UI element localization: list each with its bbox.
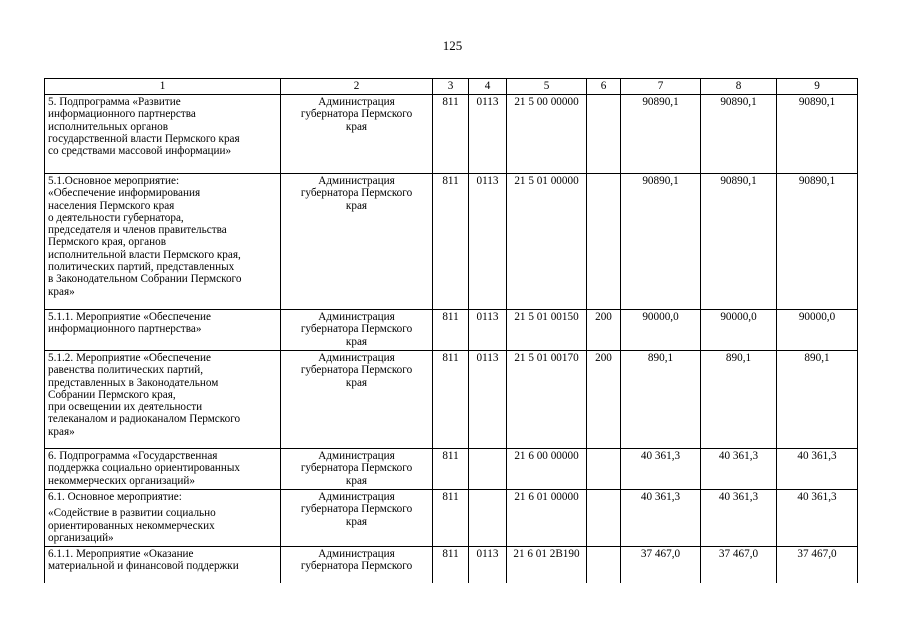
target-article-cell: 21 5 01 00000 <box>507 174 587 310</box>
amount-year2-cell: 90890,1 <box>701 174 777 310</box>
amount-year1-cell: 37 467,0 <box>621 547 701 583</box>
column-header: 2 <box>281 79 433 95</box>
executor-line: губернатора Пермского <box>300 323 413 336</box>
item-name-line: телеканалом и радиоканалом Пермского <box>48 413 241 426</box>
item-name-line: некоммерческих организаций» <box>48 474 195 487</box>
executor-cell <box>281 490 433 547</box>
item-name-line: 5.1.Основное мероприятие: <box>48 175 180 187</box>
item-name-cell <box>45 95 281 174</box>
executor-line: Администрация <box>318 96 395 108</box>
target-article-cell: 21 5 01 00170 <box>507 351 587 449</box>
amount-year3-cell: 40 361,3 <box>777 490 858 547</box>
amount-year2-cell: 40 361,3 <box>701 490 777 547</box>
expense-type-cell <box>587 449 621 490</box>
amount-year2-cell: 37 467,0 <box>701 547 777 583</box>
table-row <box>45 174 858 310</box>
amount-year1-cell: 90890,1 <box>621 95 701 174</box>
amount-year3-cell: 37 467,0 <box>777 547 858 583</box>
executor-cell <box>281 174 433 310</box>
page-number: 125 <box>442 38 463 53</box>
executor-cell <box>281 547 433 583</box>
item-name-line: ориентированных некоммерческих <box>48 519 215 532</box>
executor-cell <box>281 310 433 351</box>
column-header: 4 <box>469 79 507 95</box>
amount-year3-cell: 90890,1 <box>777 95 858 174</box>
section-code-cell <box>469 490 507 547</box>
table-row <box>45 351 858 449</box>
item-name-line: исполнительной власти Пермского края, <box>48 248 241 261</box>
column-header: 9 <box>777 79 858 95</box>
section-code-cell: 0113 <box>469 310 507 351</box>
column-header: 6 <box>587 79 621 95</box>
budget-table <box>44 78 858 583</box>
amount-year1-cell: 40 361,3 <box>621 449 701 490</box>
item-name-cell <box>45 490 281 547</box>
column-header: 3 <box>433 79 469 95</box>
expense-type-cell: 200 <box>587 310 621 351</box>
executor-line: края <box>345 376 368 389</box>
item-name-line: поддержка социально ориентированных <box>48 462 240 475</box>
table-row <box>45 310 858 351</box>
executor-line: губернатора Пермского <box>300 108 413 121</box>
item-name-line: «Содействие в развитии социально <box>48 507 216 520</box>
amount-year3-cell: 90000,0 <box>777 310 858 351</box>
executor-cell <box>281 351 433 449</box>
executor-line: Администрация <box>318 352 395 364</box>
gov-code-cell: 811 <box>433 351 469 449</box>
gov-code-cell: 811 <box>433 490 469 547</box>
column-header: 8 <box>701 79 777 95</box>
expense-type-cell <box>587 547 621 583</box>
expense-type-cell: 200 <box>587 351 621 449</box>
executor-line: губернатора Пермского <box>300 560 413 573</box>
executor-line: края <box>345 120 368 133</box>
item-name-line: материальной и финансовой поддержки <box>48 560 239 573</box>
target-article-cell: 21 6 01 00000 <box>507 490 587 547</box>
item-name-line: 5.1.1. Мероприятие «Обеспечение <box>48 311 211 323</box>
item-name-line: населения Пермского края <box>48 199 175 212</box>
item-name-line: Собрании Пермского края, <box>48 388 176 401</box>
item-name-line: организаций» <box>48 531 114 544</box>
gov-code-cell: 811 <box>433 174 469 310</box>
executor-line: Администрация <box>318 175 395 187</box>
item-name-line: 6.1.1. Мероприятие «Оказание <box>48 548 194 560</box>
executor-line: губернатора Пермского <box>300 503 413 516</box>
amount-year2-cell: 90000,0 <box>701 310 777 351</box>
gov-code-cell: 811 <box>433 310 469 351</box>
amount-year1-cell: 90000,0 <box>621 310 701 351</box>
amount-year1-cell: 90890,1 <box>621 174 701 310</box>
item-name-line: со средствами массовой информации» <box>48 145 232 158</box>
amount-year3-cell: 40 361,3 <box>777 449 858 490</box>
target-article-cell: 21 5 01 00150 <box>507 310 587 351</box>
item-name-line: 5.1.2. Мероприятие «Обеспечение <box>48 352 211 364</box>
item-name-line: в Законодательном Собрании Пермского <box>48 273 242 286</box>
target-article-cell: 21 5 00 00000 <box>507 95 587 174</box>
table-row <box>45 547 858 583</box>
amount-year2-cell: 90890,1 <box>701 95 777 174</box>
item-name-line: информационного партнерства <box>48 108 196 121</box>
item-name-cell <box>45 547 281 583</box>
item-name-line: исполнительных органов <box>48 120 168 133</box>
executor-line: губернатора Пермского <box>300 364 413 377</box>
executor-line: губернатора Пермского <box>300 462 413 475</box>
gov-code-cell: 811 <box>433 449 469 490</box>
gov-code-cell: 811 <box>433 547 469 583</box>
item-name-line: представленных в Законодательном <box>48 376 219 389</box>
table-row <box>45 490 858 547</box>
item-name-line: 6.1. Основное мероприятие: <box>48 491 182 503</box>
executor-cell <box>281 95 433 174</box>
executor-line: Администрация <box>318 450 395 462</box>
item-name-line: о деятельности губернатора, <box>48 211 184 224</box>
amount-year1-cell: 40 361,3 <box>621 490 701 547</box>
item-name-line: равенства политических партий, <box>48 364 204 377</box>
table-header-row <box>45 79 858 95</box>
executor-line: Администрация <box>318 548 395 560</box>
column-header: 5 <box>507 79 587 95</box>
section-code-cell: 0113 <box>469 95 507 174</box>
executor-line: Администрация <box>318 491 395 503</box>
executor-line: края <box>345 474 368 487</box>
column-header: 7 <box>621 79 701 95</box>
table-row <box>45 449 858 490</box>
amount-year3-cell: 890,1 <box>777 351 858 449</box>
section-code-cell: 0113 <box>469 547 507 583</box>
item-name-cell <box>45 310 281 351</box>
amount-year1-cell: 890,1 <box>621 351 701 449</box>
section-code-cell: 0113 <box>469 351 507 449</box>
gov-code-cell: 811 <box>433 95 469 174</box>
executor-line: края <box>345 335 368 348</box>
item-name-line: Пермского края, органов <box>48 236 167 249</box>
item-name-line: «Обеспечение информирования <box>48 187 201 200</box>
item-name-cell <box>45 174 281 310</box>
executor-line: края <box>345 199 368 212</box>
section-code-cell: 0113 <box>469 174 507 310</box>
table-row <box>45 95 858 174</box>
expense-type-cell <box>587 174 621 310</box>
item-name-line: при освещении их деятельности <box>48 401 203 414</box>
item-name-line: 6. Подпрограмма «Государственная <box>48 450 218 462</box>
amount-year3-cell: 90890,1 <box>777 174 858 310</box>
executor-line: края <box>345 515 368 528</box>
item-name-line: информационного партнерства» <box>48 323 202 336</box>
amount-year2-cell: 890,1 <box>701 351 777 449</box>
target-article-cell: 21 6 01 2B190 <box>507 547 587 583</box>
target-article-cell: 21 6 00 00000 <box>507 449 587 490</box>
executor-cell <box>281 449 433 490</box>
amount-year2-cell: 40 361,3 <box>701 449 777 490</box>
item-name-line: председателя и членов правительства <box>48 224 227 237</box>
item-name-line: государственной власти Пермского края <box>48 132 240 145</box>
expense-type-cell <box>587 95 621 174</box>
column-header: 1 <box>45 79 281 95</box>
item-name-cell <box>45 449 281 490</box>
expense-type-cell <box>587 490 621 547</box>
executor-line: Администрация <box>318 311 395 323</box>
section-code-cell <box>469 449 507 490</box>
item-name-cell <box>45 351 281 449</box>
executor-line: губернатора Пермского <box>300 187 413 200</box>
item-name-line: политических партий, представленных <box>48 261 235 274</box>
item-name-line: края» <box>48 285 75 298</box>
item-name-line: края» <box>48 425 75 438</box>
item-name-line: 5. Подпрограмма «Развитие <box>48 96 181 108</box>
